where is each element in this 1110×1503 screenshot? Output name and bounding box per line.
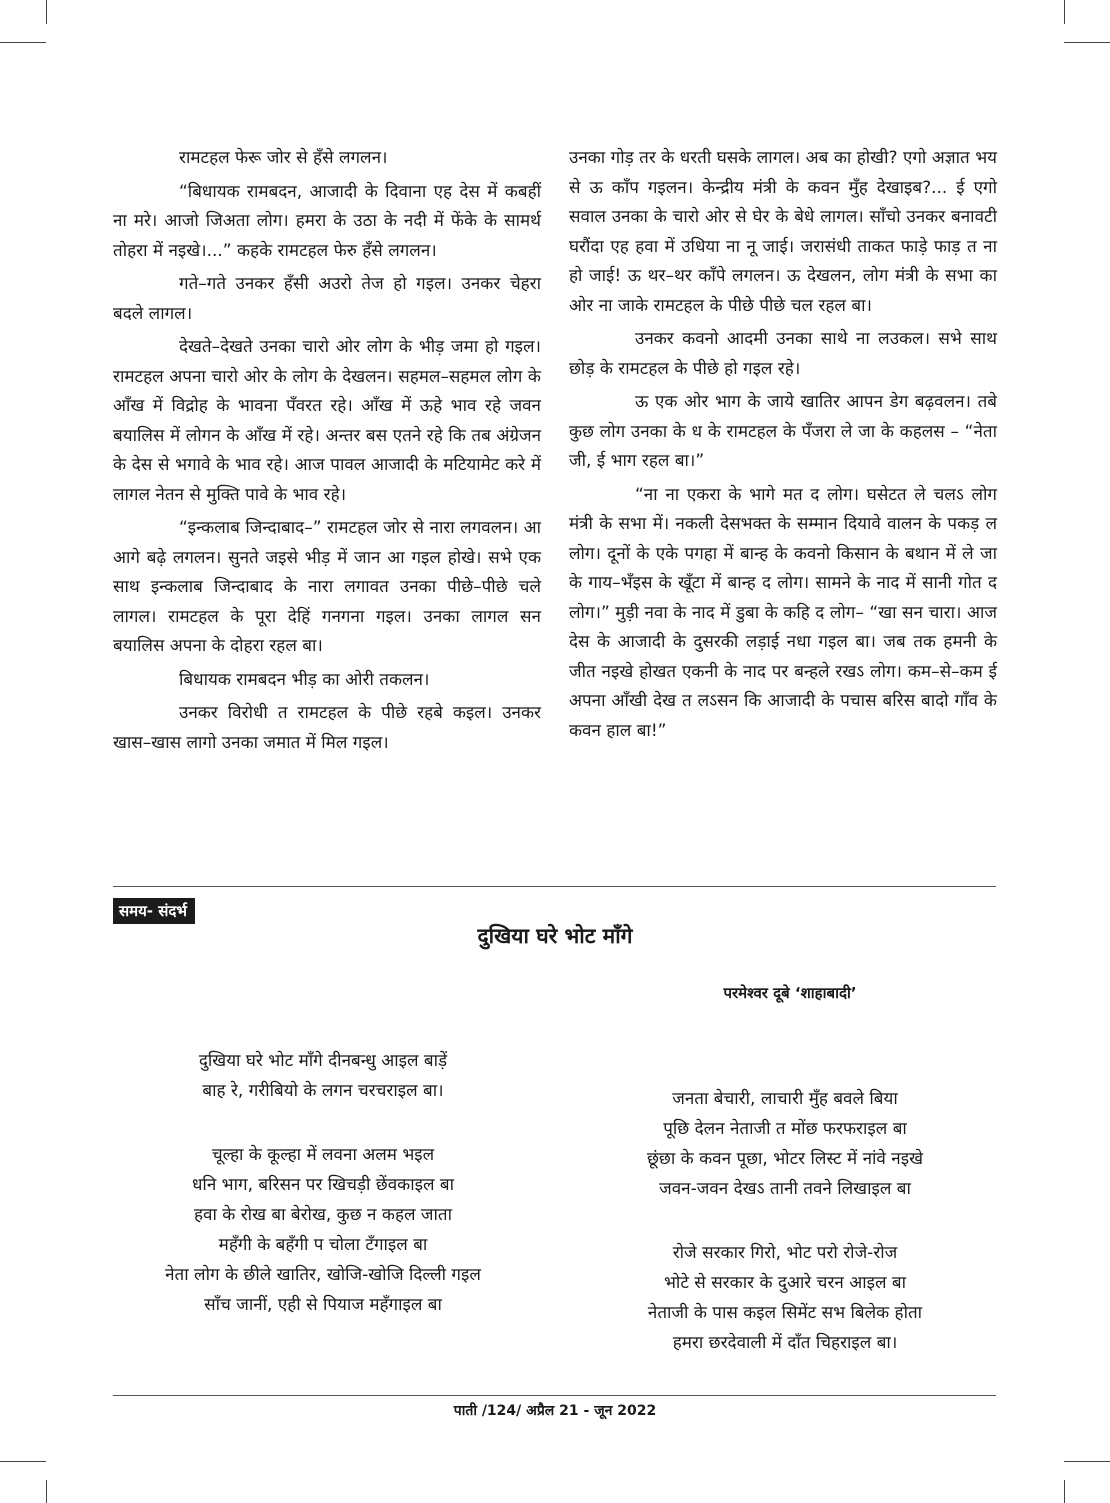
- poem-line: दुखिया घरे भोट माँगे दीनबन्धु आइल बाड़ें: [198, 1051, 448, 1071]
- section-divider: [113, 886, 996, 887]
- section-tag: समय- संदर्भ: [113, 898, 195, 924]
- poem-stanza: [565, 1084, 1005, 1204]
- paragraph: “इन्कलाब जिन्दाबाद–” रामटहल जोर से नारा लगवलन। आ आगे बढ़े लगलन। सुनते जइसे भीड़ में जान आ गइल होखे। सभे एक साथ इन्कलाब जिन्दाबाद के नारा लगावत उनका पीछे–पीछे चले लागल। रामटहल के पूरा देहिं गनगना गइल। उनका लागल सन बयालिस अपना के दोहरा रहल बा।: [113, 518, 541, 656]
- poem-line: महँगी के बहँगी प चोला टँगाइल बा: [218, 1235, 428, 1255]
- poem-line: जवन-जवन देखऽ तानी तवने लिखाइल बा: [659, 1179, 911, 1199]
- poem-line: बाह रे, गरीबियो के लगन चरचराइल बा।: [202, 1081, 444, 1101]
- paragraph: उनका गोड़ तर के धरती घसके लागल। अब का होखी? एगो अज्ञात भय से ऊ काँप गइलन। केन्द्रीय मंत्री के कवन मुँह देखाइब?... ई एगो सवाल उनका के चारो ओर से घेर के बेधे लागल। साँचो उनकर बनावटी घरौंदा एह हवा में उधिया ना नू जाई। जरासंधी ताकत फाड़े फाड़ त ना हो जाई! ऊ थर–थर काँपे लगलन। ऊ देखलन, लोग मंत्री के सभा का ओर ना जाके रामटहल के पीछे पीछे चल रहल बा।: [569, 148, 997, 316]
- crop-mark: [0, 1461, 46, 1462]
- footer-divider: [113, 1395, 996, 1396]
- poem-line: हमरा छरदेवाली में दाँत चिहराइल बा।: [672, 1333, 898, 1353]
- article-column-left: [113, 144, 541, 758]
- page-footer: पाती /124/ अप्रैल 21 - जून 2022: [453, 1403, 657, 1419]
- article-column-right: [569, 144, 997, 746]
- poem-title: दुखिया घरे भोट माँगे: [477, 924, 633, 948]
- paragraph: देखते–देखते उनका चारो ओर लोग के भीड़ जमा हो गइल। रामटहल अपना चारो ओर के लोग के देखलन। सहमल–सहमल लोग के आँख में विद्रोह के भावना पँवरत रहे। आँख में ऊहे भाव रहे जवन बयालिस में लोगन के आँख में रहे। अन्तर बस एतने रहे कि तब अंग्रेजन के देस से भगावे के भाव रहे। आज पावल आजादी के मटियामेट करे में लागल नेतन से मुक्ति पावे के भाव रहे।: [113, 337, 541, 505]
- poem-line: छूंछा के कवन पूछा, भोटर लिस्ट में नांवे नइखे: [647, 1149, 923, 1169]
- poem-line: पूछि देलन नेताजी त मोंछ फरफराइल बा: [663, 1119, 907, 1139]
- crop-mark: [1064, 0, 1065, 24]
- paragraph: उनकर कवनो आदमी उनका साथे ना लउकल। सभे साथ छोड़ के रामटहल के पीछे हो गइल रहे।: [569, 329, 997, 379]
- poem-line: जनता बेचारी, लाचारी मुँह बवले बिया: [672, 1089, 898, 1109]
- paragraph: ऊ एक ओर भाग के जाये खातिर आपन डेग बढ़वलन। तबे कुछ लोग उनका के ध के रामटहल के पँजरा ले जा के कहलस – “नेता जी, ई भाग रहल बा।”: [569, 392, 997, 471]
- poem-stanza: [113, 1046, 533, 1106]
- poem-line: नेता लोग के छीले खातिर, खोजि-खोजि दिल्ली गइल: [165, 1265, 481, 1285]
- poem-line: नेताजी के पास कइल सिमेंट सभ बिलेक होता: [647, 1303, 923, 1323]
- poem-line: साँच जानीं, एही से पियाज महँगाइल बा: [204, 1295, 442, 1315]
- poem-line: चूल्हा के कूल्हा में लवना अलम भइल: [211, 1145, 435, 1165]
- poem-stanza: [113, 1140, 533, 1320]
- poem-stanza: [565, 1238, 1005, 1358]
- paragraph: उनकर विरोधी त रामटहल के पीछे रहबे कइल। उनकर खास–खास लागो उनका जमात में मिल गइल।: [113, 703, 541, 753]
- crop-mark: [1064, 1480, 1065, 1503]
- crop-mark: [46, 1480, 47, 1503]
- crop-mark: [1064, 42, 1110, 43]
- paragraph: बिधायक रामबदन भीड़ का ओरी तकलन।: [179, 669, 430, 690]
- crop-mark: [1064, 1461, 1110, 1462]
- paragraph: रामटहल फेरू जोर से हँसे लगलन।: [179, 148, 388, 168]
- poem-author: परमेश्वर दूबे ‘शाहाबादी’: [723, 984, 857, 1002]
- paragraph: गते–गते उनकर हँसी अउरो तेज हो गइल। उनकर चेहरा बदले लागल।: [113, 274, 541, 324]
- paragraph: “बिधायक रामबदन, आजादी के दिवाना एह देस में कबहीं ना मरे। आजो जिअता लोग। हमरा के उठा के नदी में फेंके के सामर्थ तोहरा में नइखे।...” कहके रामटहल फेरु हँसे लगलन।: [113, 181, 541, 261]
- paragraph: “ना ना एकरा के भागे मत द लोग। घसेटत ले चलऽ लोग मंत्री के सभा में। नकली देसभक्त के सम्मान दियावे वालन के पकड़ ल लोग। दूनों के एके पगहा में बान्ह के कवनो किसान के बथान में ले जा के गाय–भँइस के खूँटा में बान्ह द लोग। सामने के नाद में सानी गोत द लोग।” मुड़ी नवा के नाद में डुबा के कहि द लोग– “खा सन चारा। आज देस के आजादी के दुसरकी लड़ाई नधा गइल बा। जब तक हमनी के जीत नइखे होखत एकनी के नाद पर बन्हले रखऽ लोग। कम–से–कम ई अपना आँखी देख त लऽसन कि आजादी के पचास बरिस बादो गाँव के कवन हाल बा!”: [569, 484, 997, 741]
- poem-line: हवा के रोख बा बेरोख, कुछ न कहल जाता: [193, 1205, 453, 1225]
- crop-mark: [46, 0, 47, 24]
- poem-line: रोजे सरकार गिरो, भोट परो रोजे-रोज: [672, 1243, 898, 1263]
- poem-line: धनि भाग, बरिसन पर खिचड़ी छेंवकाइल बा: [191, 1175, 455, 1195]
- poem-line: भोटे से सरकार के दुआरे चरन आइल बा: [663, 1273, 907, 1293]
- crop-mark: [0, 42, 46, 43]
